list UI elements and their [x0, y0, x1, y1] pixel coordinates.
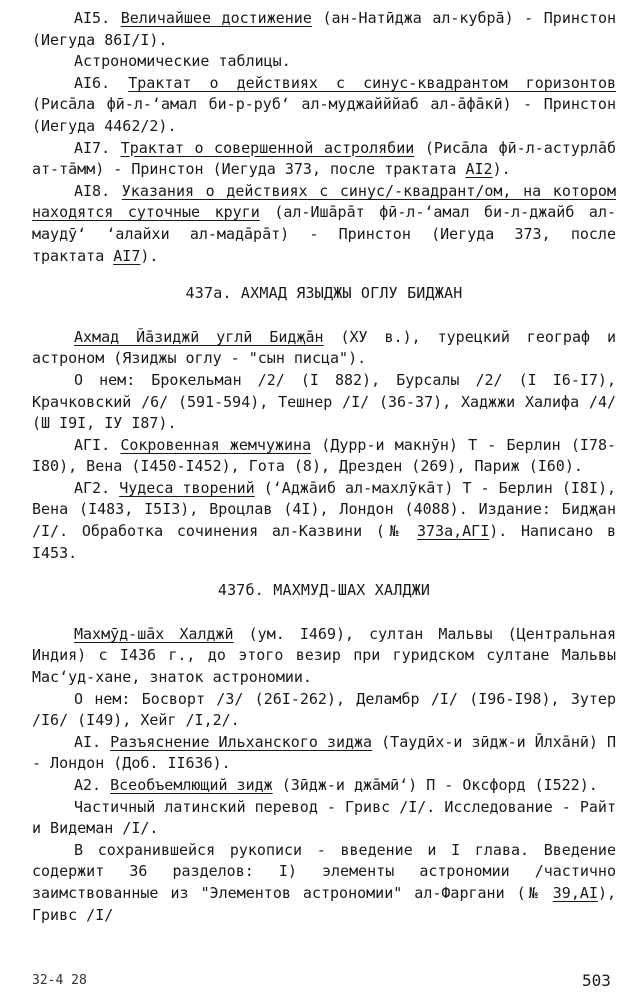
entry-title: Указания о действиях с синус/-квадрант/ом, на котором находятся суточные круги — [32, 181, 616, 222]
entry-title: Разъяснение Ильханского зиджа — [110, 732, 373, 751]
entry-a16: AI6. Трактат о действиях с синус-квадрантом горизонтов (Рисāла фӣ-л-‘амал би-р-руб‘ ал-муджайййаб ал-āфāкӣ) - Принстон (Иегуда 4462/2). — [32, 73, 616, 135]
translation-note: Частичный латинский перевод - Гривс /I/. Исследование - Райт и Видеман /I/. — [32, 797, 616, 838]
entry-note: Астрономические таблицы. — [74, 52, 291, 71]
entry-a17: AI7. Трактат о совершенной астролябии (Рисāла фӣ-л-астурлāб ат-тāмм) - Принстон (Иегуда 373, после трактата AI2). — [32, 138, 617, 179]
entry-title: Сокровенная жемчужина — [120, 435, 312, 454]
bibliography: О нем: Брокельман /2/ (I 882), Бурсалы /2/ (I I6-I7), Крачковский /6/ (591-594), Тешнер /I/ (36-37), Хаджжи Халифа /4/ (Ш I9I, IУ I87). — [32, 370, 616, 433]
entry-a2: A2. Всеобъемлющий зидж (Зӣдж-и джāмӣ‘) П - Оксфорд (I522). — [74, 776, 598, 794]
cross-reference: AI7 — [113, 246, 141, 265]
bibliography: О нем: Босворт /3/ (26I-262), Деламбр /I/ (I96-I98), Зутер /I6/ (I49), Хейг /I,2/. — [32, 689, 616, 730]
entry-title: Трактат о совершенной астролябии — [120, 138, 415, 157]
cross-reference: 373а,АГI — [416, 522, 490, 541]
author-intro: Ахмад Йāзиджӣ углӣ Бидҗāн (ХУ в.), турецкий географ и астроном (Язиджы оглу - "сын писца"). — [32, 327, 616, 368]
entry-ag1: АГI. Сокровенная жемчужина (Дурр-и макнӯн) Т - Берлин (I78-I80), Вена (I450-I452), Гота (8), Дрезден (269), Париж (I60). — [32, 435, 617, 476]
entry-a15: AI5. Величайшее достижение (ан-Натӣджа ал-кубра̄) - Принстон (Иегуда 86I/I). — [32, 9, 617, 49]
entry-title: Чудеса творений — [119, 478, 255, 497]
author-name: Ахмад Йāзиджӣ углӣ Бидҗāн — [74, 327, 324, 346]
author-intro: Махмӯд-шāх Халджӣ (ум. I469), султан Мальвы (Центральная Индия) с I436 г., до этого везир при гуридском султане Мальвы Мас‘уд-хане, знаток астрономии. — [32, 624, 617, 687]
entry-ag2: АГ2. Чудеса творений (‘Аджāиб ал-махлӯкāт) Т - Берлин (I8I), Вена (I483, I5I3), Вроцлав (4I), Лондон (4088). Издание: Бидҗан /I/. Обработка сочинения ал-Казвини (№ 373а,АГI). Написано в I453. — [32, 478, 617, 562]
section-heading-437b: 437б. МАХМУД-ШАХ ХАЛДЖИ — [217, 581, 431, 600]
section-heading-437a: 437a. АХМАД ЯЗЫДЖЫ ОГЛУ БИДЖАН — [185, 284, 463, 303]
print-code: 32-4 28 — [32, 973, 87, 988]
page-body — [32, 8, 616, 926]
cross-reference: AI2 — [465, 160, 493, 179]
entry-title: Всеобъемлющий зидж — [110, 776, 273, 794]
manuscript-description: В сохранившейся рукописи - введение и I глава. Введение содержит 36 разделов: I) элементы астрономии /частично заимствованные из "Элементов астрономии" ал-Фаргани (№ 39,AI), Гривс /I/ — [32, 840, 616, 924]
entry-title: Величайшее достижение — [120, 9, 312, 27]
entry-a1: AI. Разъяснение Ильханского зиджа (Таудӣх-и зӣдж-и Ӣлхāнӣ) П - Лондон (Доб. II636). — [32, 732, 617, 773]
page-number: 503 — [582, 971, 611, 990]
author-name: Махмӯд-шāх Халджӣ — [74, 624, 234, 643]
entry-title: Трактат о действиях с синус-квадрантом горизонтов — [128, 73, 616, 92]
cross-reference: 39,AI — [552, 883, 598, 902]
entry-a18: AI8. Указания о действиях с синус/-квадрант/ом, на котором находятся суточные круги (ал-Ишāрāт фӣ-л-‘амал би-л-джайб ал-маудӯ‘ ‘алайхи ал-мадāрāт) - Принстон (Иегуда 373, после трактата AI7). — [32, 181, 617, 265]
